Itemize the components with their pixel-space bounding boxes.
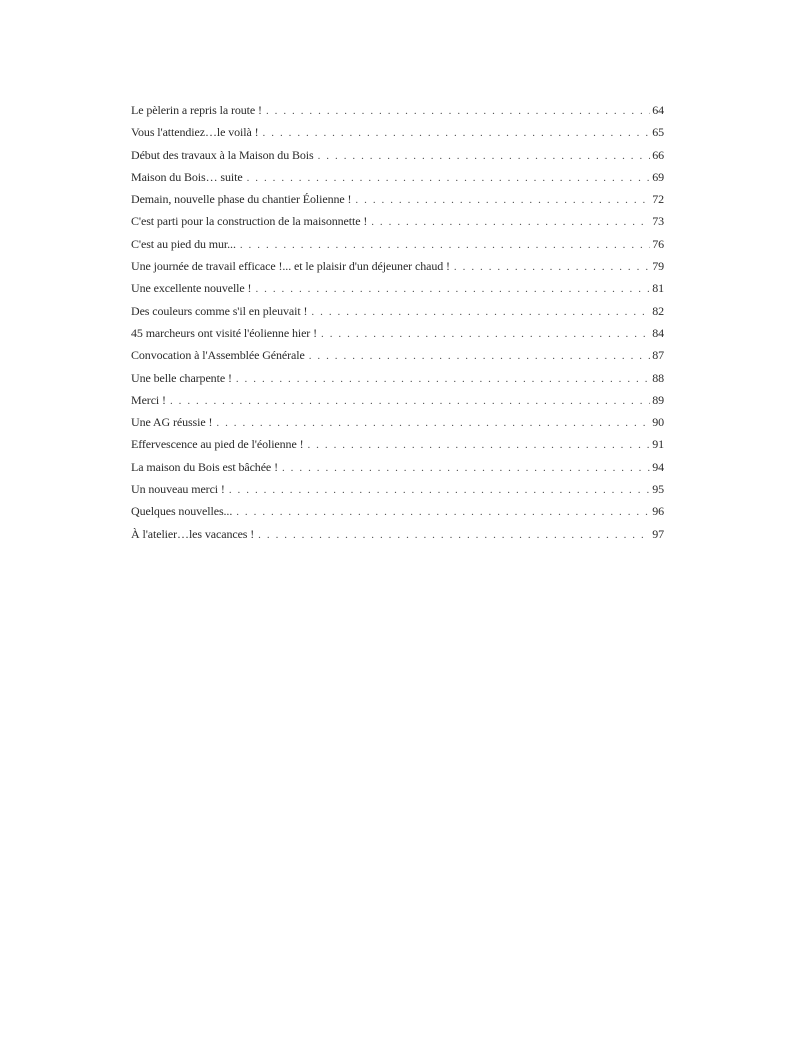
toc-entry-title: Des couleurs comme s'il en pleuvait ! bbox=[131, 303, 308, 318]
toc-entry-title: Une belle charpente ! bbox=[131, 370, 232, 385]
toc-dot-leader bbox=[236, 501, 650, 522]
toc-entry-title: Une journée de travail efficace !... et le plaisir d'un déjeuner chaud ! bbox=[131, 259, 450, 274]
toc-entry[interactable] bbox=[131, 500, 664, 522]
toc-entry-page: 87 bbox=[652, 348, 664, 363]
toc-entry-title: Une AG réussie ! bbox=[131, 415, 213, 430]
toc-entry-title: Un nouveau merci ! bbox=[131, 482, 225, 497]
toc-dot-leader bbox=[307, 434, 650, 455]
toc-entry[interactable] bbox=[131, 389, 664, 411]
toc-entry-page: 73 bbox=[652, 214, 664, 229]
toc-entry-title: Maison du Bois… suite bbox=[131, 169, 243, 184]
toc-entry[interactable] bbox=[131, 121, 664, 143]
toc-entry-page: 81 bbox=[652, 281, 664, 296]
toc-entry[interactable] bbox=[131, 277, 664, 299]
toc-entry-page: 79 bbox=[652, 259, 664, 274]
toc-entry-title: 45 marcheurs ont visité l'éolienne hier ! bbox=[131, 325, 318, 340]
toc-entry[interactable] bbox=[131, 300, 664, 322]
toc-entry-title: Le pèlerin a repris la route ! bbox=[131, 103, 262, 117]
toc-entry[interactable] bbox=[131, 456, 664, 478]
toc-entry[interactable] bbox=[131, 322, 664, 344]
toc-entry[interactable] bbox=[131, 144, 664, 166]
table-of-contents bbox=[131, 99, 664, 545]
toc-dot-leader bbox=[266, 100, 650, 121]
toc-entry[interactable] bbox=[131, 344, 664, 366]
toc-entry[interactable] bbox=[131, 367, 664, 389]
toc-entry-page: 72 bbox=[652, 192, 664, 207]
toc-entry-title: Effervescence au pied de l'éolienne ! bbox=[131, 437, 304, 452]
toc-entry[interactable] bbox=[131, 255, 664, 277]
toc-entry-title: C'est au pied du mur... bbox=[131, 236, 236, 251]
toc-dot-leader bbox=[311, 301, 650, 322]
toc-entry[interactable] bbox=[131, 433, 664, 455]
toc-entry[interactable] bbox=[131, 233, 664, 255]
toc-entry-page: 95 bbox=[652, 482, 664, 497]
toc-dot-leader bbox=[309, 345, 650, 366]
toc-dot-leader bbox=[371, 211, 650, 232]
toc-entry-title: À l'atelier…les vacances ! bbox=[131, 526, 255, 541]
toc-entry[interactable] bbox=[131, 166, 664, 188]
toc-dot-leader bbox=[355, 189, 650, 210]
toc-dot-leader bbox=[229, 479, 650, 500]
toc-entry-title: Merci ! bbox=[131, 392, 166, 407]
toc-entry-page: 64 bbox=[652, 103, 664, 117]
toc-entry-title: Début des travaux à la Maison du Bois bbox=[131, 147, 314, 162]
toc-dot-leader bbox=[255, 278, 650, 299]
toc-entry-page: 84 bbox=[652, 325, 664, 340]
toc-entry-page: 76 bbox=[652, 236, 664, 251]
toc-dot-leader bbox=[321, 323, 650, 344]
toc-dot-leader bbox=[263, 122, 651, 143]
toc-entry-page: 65 bbox=[652, 125, 664, 140]
toc-entry[interactable] bbox=[131, 188, 664, 210]
toc-entry-page: 69 bbox=[652, 169, 664, 184]
toc-entry-page: 91 bbox=[652, 437, 664, 452]
toc-entry-title: Convocation à l'Assemblée Générale bbox=[131, 348, 305, 363]
toc-entry-title: Demain, nouvelle phase du chantier Éolienne ! bbox=[131, 192, 352, 207]
toc-entry-page: 94 bbox=[652, 459, 664, 474]
toc-dot-leader bbox=[240, 234, 650, 255]
toc-entry-page: 82 bbox=[652, 303, 664, 318]
toc-entry[interactable] bbox=[131, 99, 664, 121]
toc-entry-page: 90 bbox=[652, 415, 664, 430]
toc-entry[interactable] bbox=[131, 411, 664, 433]
toc-entry[interactable] bbox=[131, 478, 664, 500]
toc-entry-title: Quelques nouvelles... bbox=[131, 504, 233, 519]
toc-dot-leader bbox=[236, 368, 650, 389]
toc-entry[interactable] bbox=[131, 210, 664, 232]
toc-entry-page: 96 bbox=[652, 504, 664, 519]
toc-dot-leader bbox=[247, 167, 651, 188]
toc-entry-page: 88 bbox=[652, 370, 664, 385]
toc-entry-title: Une excellente nouvelle ! bbox=[131, 281, 252, 296]
toc-entry-title: La maison du Bois est bâchée ! bbox=[131, 459, 278, 474]
toc-dot-leader bbox=[454, 256, 650, 277]
toc-entry[interactable] bbox=[131, 523, 664, 545]
toc-dot-leader bbox=[216, 412, 650, 433]
toc-dot-leader bbox=[318, 145, 651, 166]
toc-entry-page: 97 bbox=[652, 526, 664, 541]
toc-dot-leader bbox=[258, 524, 650, 545]
toc-entry-title: C'est parti pour la construction de la maisonnette ! bbox=[131, 214, 368, 229]
toc-dot-leader bbox=[282, 457, 650, 478]
toc-dot-leader bbox=[170, 390, 650, 411]
toc-entry-page: 66 bbox=[652, 147, 664, 162]
toc-entry-page: 89 bbox=[652, 392, 664, 407]
toc-entry-title: Vous l'attendiez…le voilà ! bbox=[131, 125, 259, 140]
